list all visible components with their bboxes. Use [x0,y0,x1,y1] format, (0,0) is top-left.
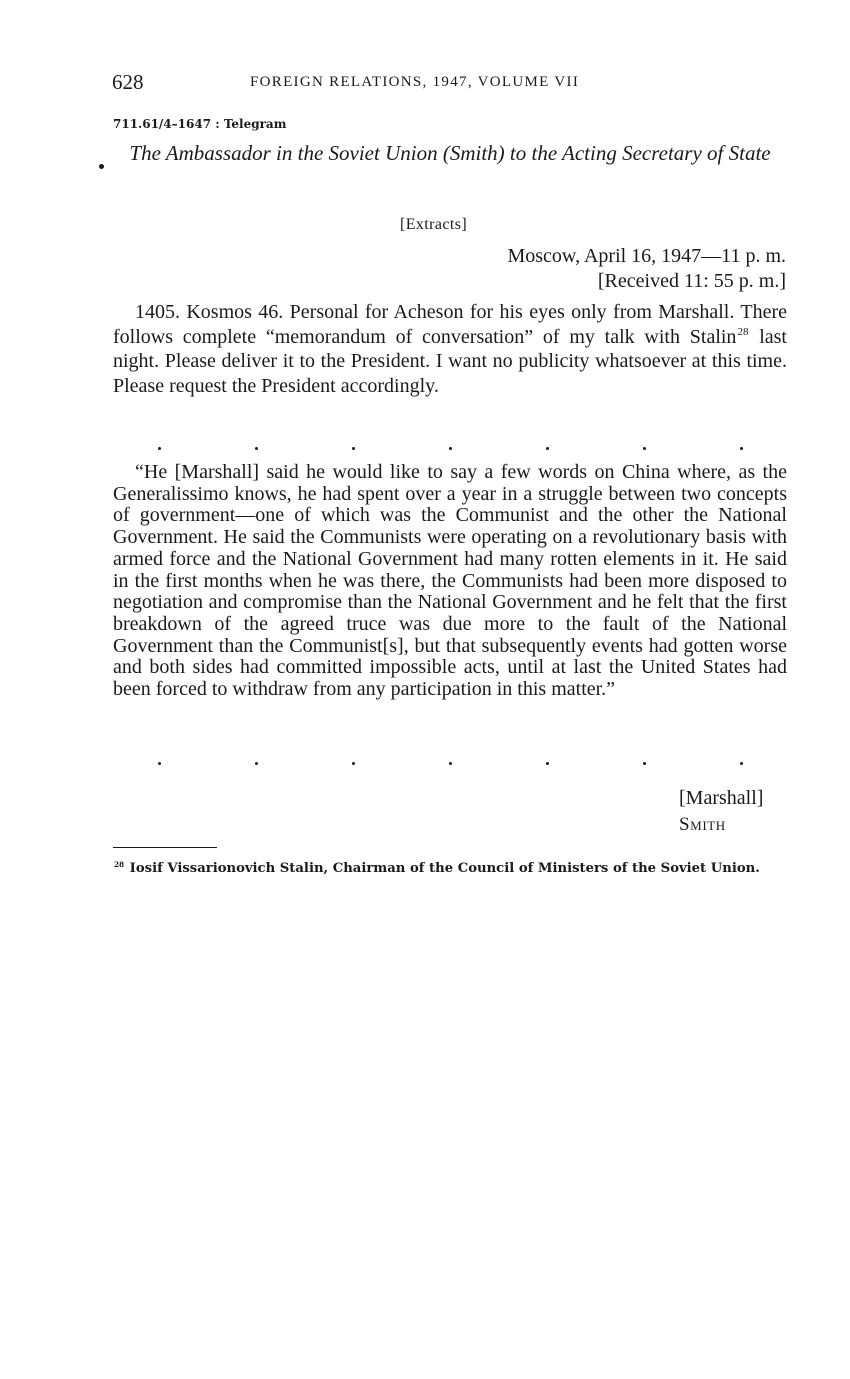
running-head: FOREIGN RELATIONS, 1947, VOLUME VII [250,74,580,90]
dateline-place-date: Moscow, April 16, 1947—11 p. m. [507,245,786,267]
dateline-received: [Received 11: 55 p. m.] [597,270,786,292]
extracts-label: [Extracts] [400,216,468,233]
quoted-paragraph: “He [Marshall] said he would like to say a few words on China where, as the Generalissimo knows, he had spent over a year in a struggle between two concepts of government—one of which was the Communist and the other the National Government. He said the Communists were operating on a revolutionary basis with armed force and the National Government had many rotten elements in it. He said in the first months when he was there, the Communists had been more disposed to negotiation and compromise than the National Government and he felt that the first breakdown of the agreed truce was due more to the fault of the National Government than the Communist[s], but that subsequently events had gotten worse and both sides had committed impossible acts, until at last the United States had been forced to withdraw from any participation in this matter.” [113,461,787,701]
document-title: The Ambassador in the Soviet Union (Smith) to the Acting Secretary of State [129,141,771,165]
footnote [113,860,787,878]
ellipsis-separator [158,447,743,450]
signature-name: Smith [679,814,726,835]
ellipsis-separator [158,762,743,765]
opening-paragraph [113,300,787,398]
margin-mark [99,164,104,169]
signature-bracketed: [Marshall] [679,787,764,809]
page-number: 628 [112,70,144,94]
footnote-divider [113,847,217,848]
opening-text-b: last night. Please deliver it to the President. I want no publicity whatsoever at this time. Please request the President accordingly. [113,325,787,397]
dateline [380,244,786,294]
opening-text-a: 1405. Kosmos 46. Personal for Acheson for his eyes only from Marshall. There follows complete “memorandum of conversation” of my talk with Stalin [113,301,787,348]
file-reference: 711.61/4–1647 : Telegram [113,117,287,131]
footnote-ref[interactable]: 28 [737,325,749,338]
footnote-number: 28 [114,859,125,869]
footnote-text: Iosif Vissarionovich Stalin, Chairman of the Council of Ministers of the Soviet Union. [125,861,760,876]
